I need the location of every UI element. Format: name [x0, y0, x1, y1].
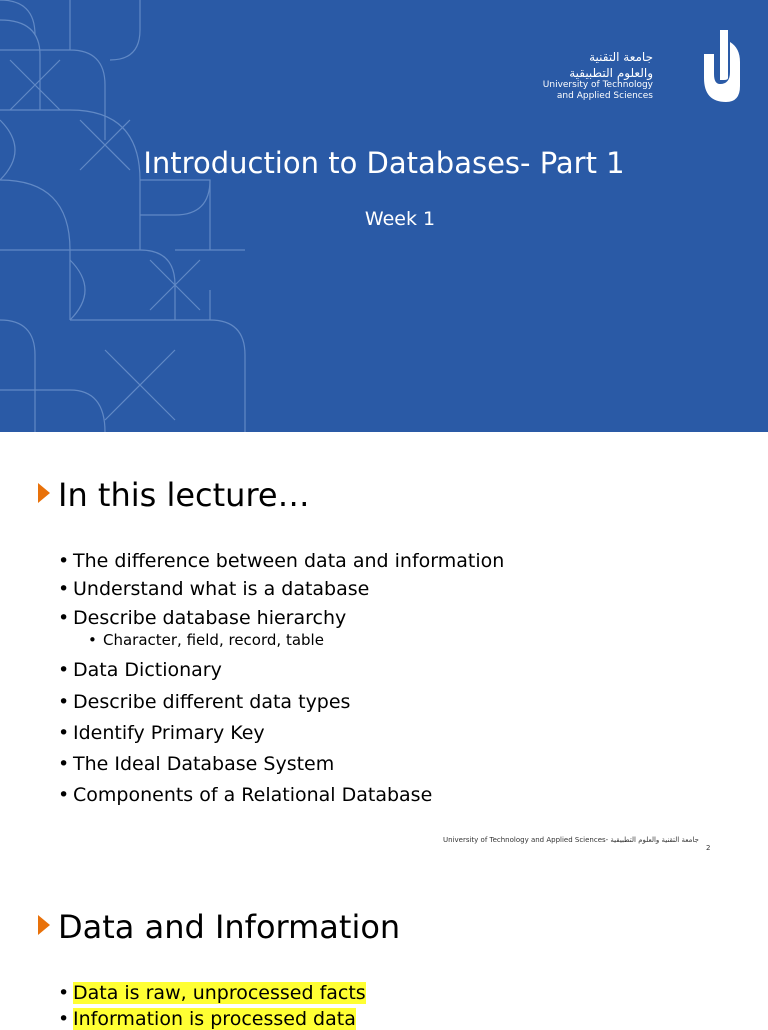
orange-arrow-icon — [38, 915, 50, 935]
list-item: • Components of a Relational Database — [58, 784, 504, 806]
lecture-heading — [38, 476, 310, 514]
lecture-overview-slide — [0, 432, 768, 864]
list-item: • Character, field, record, table — [58, 631, 504, 649]
list-item — [58, 982, 366, 1004]
logo-arabic-line2: والعلوم التطبيقية — [569, 66, 653, 80]
highlighted-text: Information is processed data — [73, 1008, 356, 1030]
list-item: • Describe different data types — [58, 691, 504, 713]
slide-title — [0, 146, 768, 180]
highlighted-text: Data is raw, unprocessed facts — [73, 982, 366, 1004]
lecture-bullet-list — [58, 550, 504, 806]
data-information-slide — [0, 864, 768, 1030]
orange-arrow-icon — [38, 483, 50, 503]
slide-title-text: Introduction to Databases- Part 1 — [143, 146, 625, 180]
logo-english-line1: University of Technology — [542, 80, 653, 90]
list-item: • The Ideal Database System — [58, 753, 504, 775]
list-item: • The difference between data and information — [58, 550, 504, 572]
list-item: • Identify Primary Key — [58, 722, 504, 744]
data-information-bullet-list — [58, 982, 366, 1030]
data-information-heading — [38, 908, 400, 946]
university-logo-mark-icon — [700, 28, 744, 106]
data-information-heading-text: Data and Information — [58, 908, 401, 946]
list-item — [58, 1008, 366, 1030]
list-item: • Data Dictionary — [58, 659, 504, 681]
slide-subtitle: Week 1 — [364, 208, 436, 230]
lecture-heading-text: In this lecture… — [58, 476, 310, 514]
university-logo — [542, 28, 745, 108]
page-number: 2 — [706, 844, 711, 852]
logo-english-line2: and Applied Sciences — [556, 91, 653, 101]
list-item: • Understand what is a database — [58, 578, 504, 600]
logo-arabic-line1: جامعة التقنية — [589, 50, 653, 64]
title-slide — [0, 0, 768, 432]
slide-footer: University of Technology and Applied Sciences- جامعة التقنية والعلوم التطبيقية — [443, 836, 699, 844]
list-item: • Describe database hierarchy — [58, 607, 504, 629]
